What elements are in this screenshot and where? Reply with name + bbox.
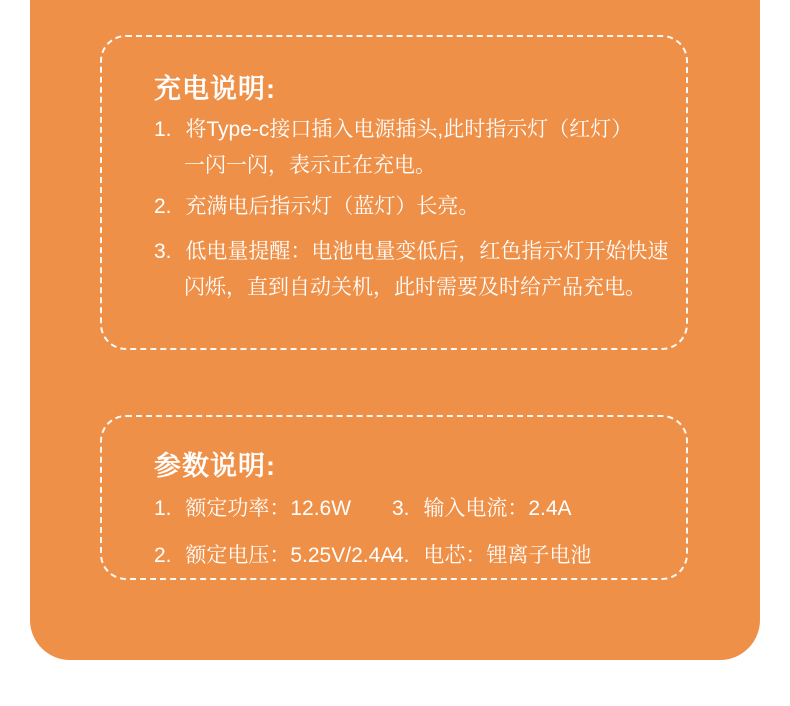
parameter-item [154, 492, 351, 526]
list-item-text: 将Type-c接口插入电源插头,此时指示灯（红灯） [185, 118, 633, 141]
list-item-number: 1. [154, 497, 172, 520]
list-item-text: 输入电流：2.4A [423, 497, 572, 520]
list-item-number: 3. [392, 497, 410, 520]
orange-panel [30, 0, 760, 660]
list-item-number: 4. [392, 544, 410, 567]
parameter-item [392, 492, 572, 526]
list-item-text: 低电量提醒：电池电量变低后，红色指示灯开始快速 [185, 240, 669, 263]
list-item-number: 2. [154, 544, 172, 567]
parameters-section-title: 参数说明: [154, 451, 276, 481]
charging-list-item-continuation: 一闪一闪，表示正在充电。 [184, 154, 436, 177]
parameter-item [154, 539, 394, 573]
list-item-text: 额定功率：12.6W [185, 497, 352, 520]
charging-list-item [154, 235, 668, 269]
list-item-text: 额定电压：5.25V/2.4A [185, 544, 395, 567]
list-item-text: 电芯：锂离子电池 [423, 544, 592, 567]
list-item-number: 2. [154, 195, 172, 218]
parameter-item [392, 539, 591, 573]
list-item-number: 1. [154, 118, 172, 141]
charging-section-title: 充电说明: [154, 74, 276, 104]
charging-list-item [154, 113, 632, 147]
charging-list-item [154, 190, 479, 224]
charging-list-item-continuation: 闪烁，直到自动关机，此时需要及时给产品充电。 [184, 276, 646, 299]
list-item-text: 充满电后指示灯（蓝灯）长亮。 [185, 195, 480, 218]
parameters-card [100, 415, 688, 580]
charging-instructions-card [100, 35, 688, 350]
list-item-number: 3. [154, 240, 172, 263]
